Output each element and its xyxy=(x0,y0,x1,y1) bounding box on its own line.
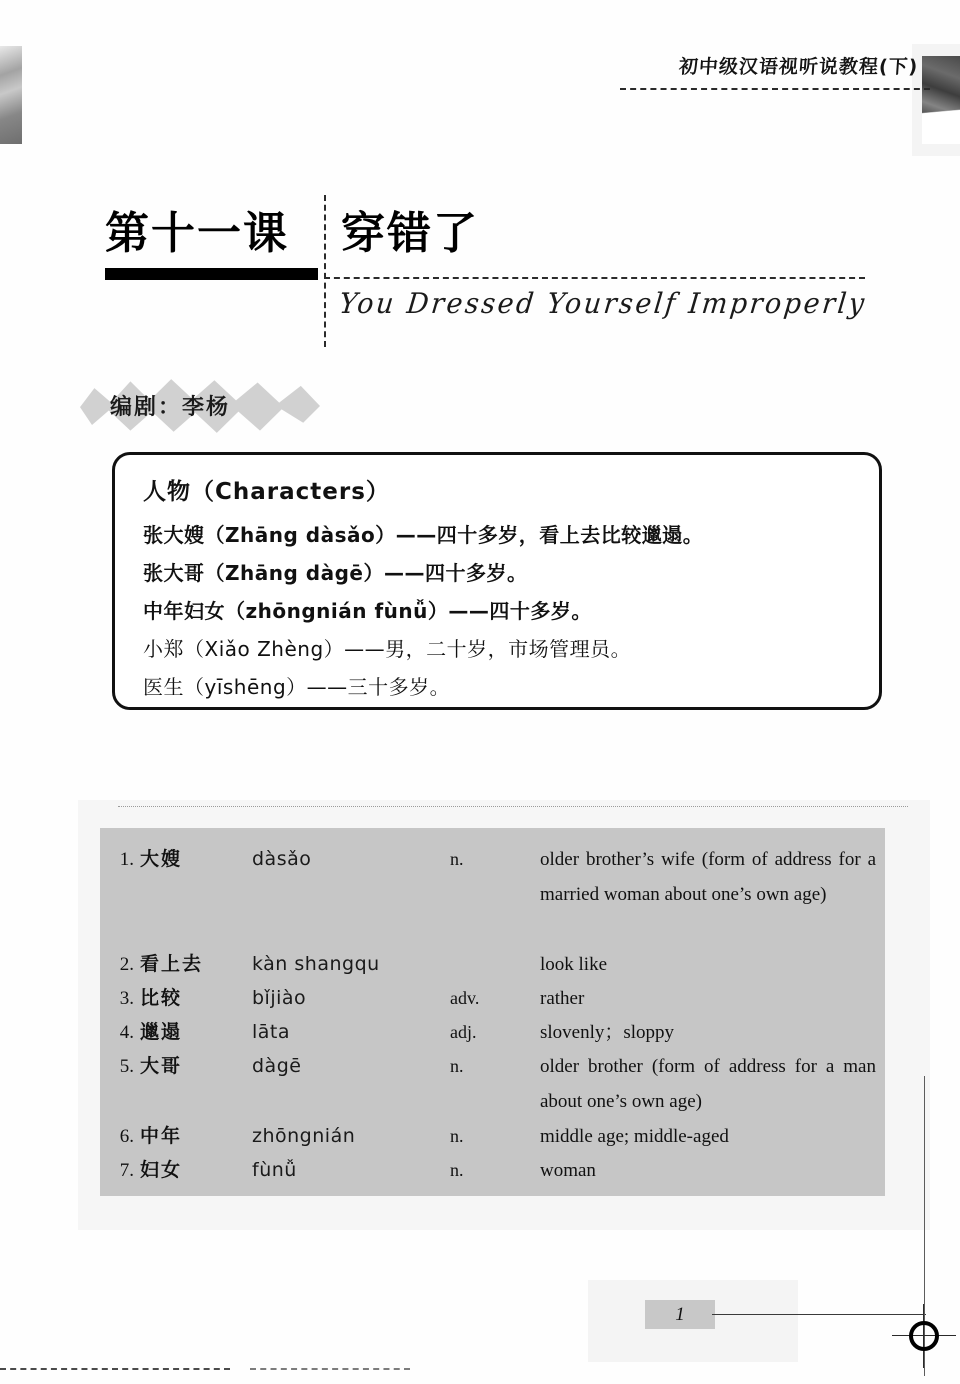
vocab-part-of-speech: n. xyxy=(450,849,464,869)
page-number-box xyxy=(645,1300,715,1329)
vocab-hanzi: 比较 xyxy=(140,987,183,1009)
vocab-pinyin: bǐjiào xyxy=(252,987,307,1009)
lesson-number-underbar xyxy=(105,268,318,280)
page-title: 穿错了 xyxy=(341,208,479,259)
table-row xyxy=(100,1049,885,1119)
vocab-definition: slovenly；sloppy xyxy=(540,1022,675,1043)
vocab-part-of-speech: adj. xyxy=(450,1022,477,1042)
vocab-pinyin: zhōngnián xyxy=(252,1125,356,1147)
vocab-number: 7. xyxy=(119,1160,134,1181)
vocab-definition: older brother’s wife (form of address for a married woman about one’s own age) xyxy=(540,849,876,905)
vocab-number: 3. xyxy=(119,988,134,1009)
vocab-definition: older brother (form of address for a man about one’s own age) xyxy=(540,1056,876,1112)
lesson-title-block xyxy=(105,205,869,350)
vocab-hanzi: 妇女 xyxy=(140,1159,183,1181)
vocab-hanzi: 邋遢 xyxy=(140,1021,183,1043)
footer-dashed-rule xyxy=(0,1368,230,1370)
vocab-definition: woman xyxy=(540,1160,596,1181)
footer-dashed-rule xyxy=(250,1368,410,1370)
screenwriter-credit-label: 编剧：李杨 xyxy=(110,395,231,420)
vocab-pinyin: dàgē xyxy=(252,1055,302,1077)
table-row xyxy=(100,1015,885,1049)
vocab-number: 1. xyxy=(119,849,134,870)
vocab-definition: rather xyxy=(540,988,585,1009)
vocab-number: 6. xyxy=(119,1126,134,1147)
vocab-number: 5. xyxy=(119,1056,134,1077)
character-line: 医生（yīshēng）——三十多岁。 xyxy=(143,675,451,699)
vocab-pinyin: lāta xyxy=(252,1021,291,1043)
running-head-text: 初中级汉语视听说教程(下) xyxy=(677,56,919,78)
table-row xyxy=(100,1119,885,1153)
folio-rule xyxy=(712,1314,926,1315)
page-number: 1 xyxy=(675,1303,685,1325)
vocab-pinyin: fùnǚ xyxy=(252,1159,297,1181)
character-line: 中年妇女（zhōngnián fùnǚ）——四十多岁。 xyxy=(143,599,592,623)
vocab-pinyin: kàn shangqu xyxy=(252,953,380,975)
screenwriter-credit xyxy=(80,378,320,434)
top-right-photo-fragment-image xyxy=(922,56,960,144)
registration-target-icon xyxy=(900,1312,948,1360)
vocab-pinyin: dàsǎo xyxy=(252,848,312,870)
title-vertical-dashed-rule xyxy=(324,195,326,347)
table-row xyxy=(100,947,885,981)
vocabulary-dotted-rule xyxy=(118,806,908,807)
vocab-number: 2. xyxy=(119,954,134,975)
vocab-part-of-speech: adv. xyxy=(450,988,480,1008)
characters-box xyxy=(112,452,882,710)
registration-ring xyxy=(909,1321,939,1351)
vocab-hanzi: 大哥 xyxy=(140,1055,183,1077)
character-line: 小郑（Xiǎo Zhèng）——男，二十岁，市场管理员。 xyxy=(143,637,632,661)
table-row xyxy=(100,981,885,1015)
lesson-subtitle-english: You Dressed Yourself Improperly xyxy=(337,288,869,321)
vocab-part-of-speech: n. xyxy=(450,1160,464,1180)
vocab-definition: middle age; middle-aged xyxy=(540,1126,729,1147)
vocab-part-of-speech: n. xyxy=(450,1056,464,1076)
vocabulary-table xyxy=(100,828,885,1196)
table-row xyxy=(100,842,885,947)
vocab-hanzi: 看上去 xyxy=(140,953,204,975)
vocab-definition: look like xyxy=(540,954,608,975)
character-line: 张大哥（Zhāng dàgē）——四十多岁。 xyxy=(143,561,528,585)
vocab-number: 4. xyxy=(119,1022,134,1043)
characters-heading: 人物（Characters） xyxy=(143,479,390,505)
vocab-hanzi: 中年 xyxy=(140,1125,183,1147)
table-row xyxy=(100,1153,885,1187)
title-horizontal-dashed-rule xyxy=(324,277,865,279)
lesson-number: 第十一课 xyxy=(105,208,289,259)
vocab-part-of-speech: n. xyxy=(450,1126,464,1146)
character-line: 张大嫂（Zhāng dàsǎo）——四十多岁，看上去比较邋遢。 xyxy=(143,523,704,547)
running-head-dashed-rule xyxy=(620,88,930,90)
left-edge-photo-fragment-image xyxy=(0,46,22,144)
vocab-hanzi: 大嫂 xyxy=(140,848,183,870)
